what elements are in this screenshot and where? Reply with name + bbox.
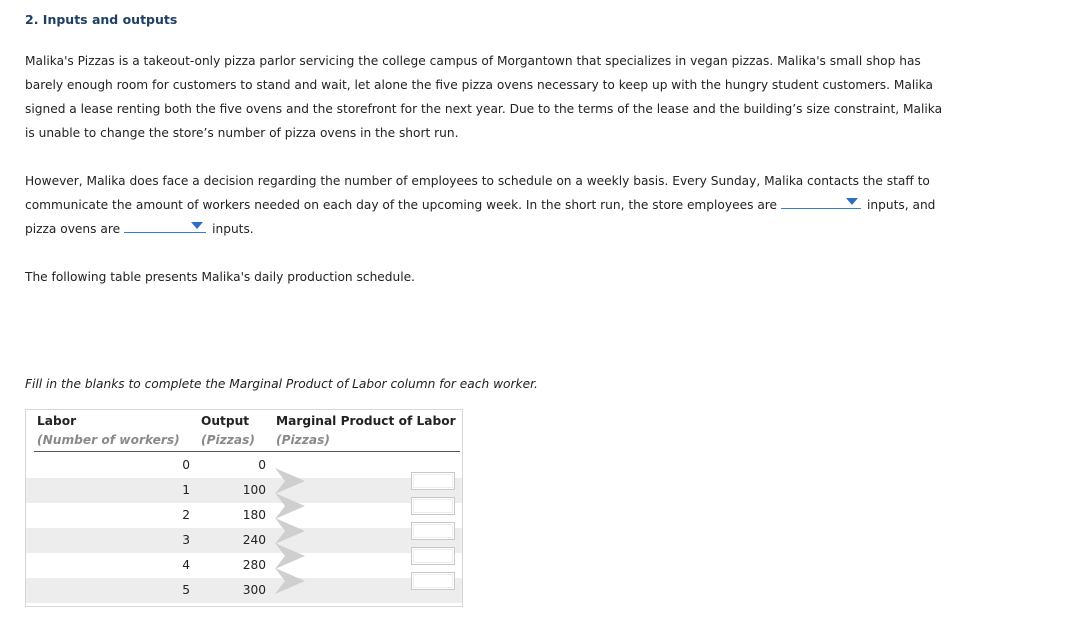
section-heading: 2. Inputs and outputs xyxy=(25,12,178,27)
header-divider xyxy=(34,451,460,452)
question-line-3 xyxy=(25,217,1025,241)
table-row xyxy=(26,453,462,478)
labor-cell: 0 xyxy=(182,458,190,472)
question-text-after-ovens: inputs. xyxy=(212,222,254,236)
intro-line: Malika's Pizzas is a takeout-only pizza parlor servicing the college campus of Morgantown that specializes in vegan pizzas. Malika's small shop has xyxy=(25,54,921,68)
labor-cell: 4 xyxy=(182,558,190,572)
table-intro-text xyxy=(25,265,1025,289)
question-text-before-employees: communicate the amount of workers needed on each day of the upcoming week. In the short run, the store employees are xyxy=(25,198,778,212)
mpl-input-value xyxy=(413,549,453,563)
question-text-before-ovens: pizza ovens are xyxy=(25,222,121,236)
table-row xyxy=(26,553,462,578)
labor-cell: 1 xyxy=(182,483,190,497)
output-cell: 240 xyxy=(242,533,266,547)
ovens-input-type-dropdown[interactable] xyxy=(124,218,206,233)
triangle-down-icon xyxy=(191,222,203,229)
mpl-input-worker-4[interactable] xyxy=(411,547,455,565)
intro-line: barely enough room for customers to stand and wait, let alone the five pizza ovens necessary to keep up with the hungry student customers. Malika xyxy=(25,78,933,92)
question-paragraph xyxy=(25,169,1025,241)
intro-line: signed a lease renting both the five ovens and the storefront for the next year. Due to the terms of the lease and the building’s size constraint, Malika xyxy=(25,102,943,116)
output-subheader: (Pizzas) xyxy=(201,433,255,447)
question-line-1: However, Malika does face a decision regarding the number of employees to schedule on a weekly basis. Every Sunday, Malika contacts the staff to xyxy=(25,174,930,188)
employees-input-type-dropdown[interactable] xyxy=(781,194,861,209)
production-table xyxy=(25,409,463,607)
table-row xyxy=(26,503,462,528)
mpl-input-worker-3[interactable] xyxy=(411,522,455,540)
labor-header: Labor xyxy=(37,414,77,428)
labor-subheader: (Number of workers) xyxy=(37,433,180,447)
mpl-input-value xyxy=(413,574,453,588)
table-row xyxy=(26,528,462,553)
output-cell: 280 xyxy=(242,558,266,572)
question-line-2 xyxy=(25,193,1025,217)
mpl-input-worker-1[interactable] xyxy=(411,472,455,490)
table-row xyxy=(26,578,462,603)
table-row xyxy=(26,478,462,503)
intro-line: is unable to change the store’s number of pizza ovens in the short run. xyxy=(25,126,459,140)
mpl-input-worker-2[interactable] xyxy=(411,497,455,515)
output-cell: 300 xyxy=(242,583,266,597)
output-cell: 180 xyxy=(242,508,266,522)
output-cell: 100 xyxy=(242,483,266,497)
labor-cell: 5 xyxy=(182,583,190,597)
mpl-input-value xyxy=(413,499,453,513)
labor-cell: 3 xyxy=(182,533,190,547)
instruction-text: Fill in the blanks to complete the Marginal Product of Labor column for each worker. xyxy=(25,377,538,391)
mpl-subheader: (Pizzas) xyxy=(276,433,330,447)
question-text-after-employees: inputs, and xyxy=(867,198,936,212)
output-cell: 0 xyxy=(258,458,266,472)
output-header: Output xyxy=(201,414,250,428)
mpl-input-value xyxy=(413,474,453,488)
triangle-down-icon xyxy=(846,198,858,205)
table-intro-line: The following table presents Malika's daily production schedule. xyxy=(25,270,416,284)
mpl-input-value xyxy=(413,524,453,538)
mpl-header: Marginal Product of Labor xyxy=(276,414,456,428)
mpl-input-worker-5[interactable] xyxy=(411,572,455,590)
chevron-right-icon xyxy=(273,566,307,596)
intro-paragraph xyxy=(25,49,1025,145)
labor-cell: 2 xyxy=(182,508,190,522)
